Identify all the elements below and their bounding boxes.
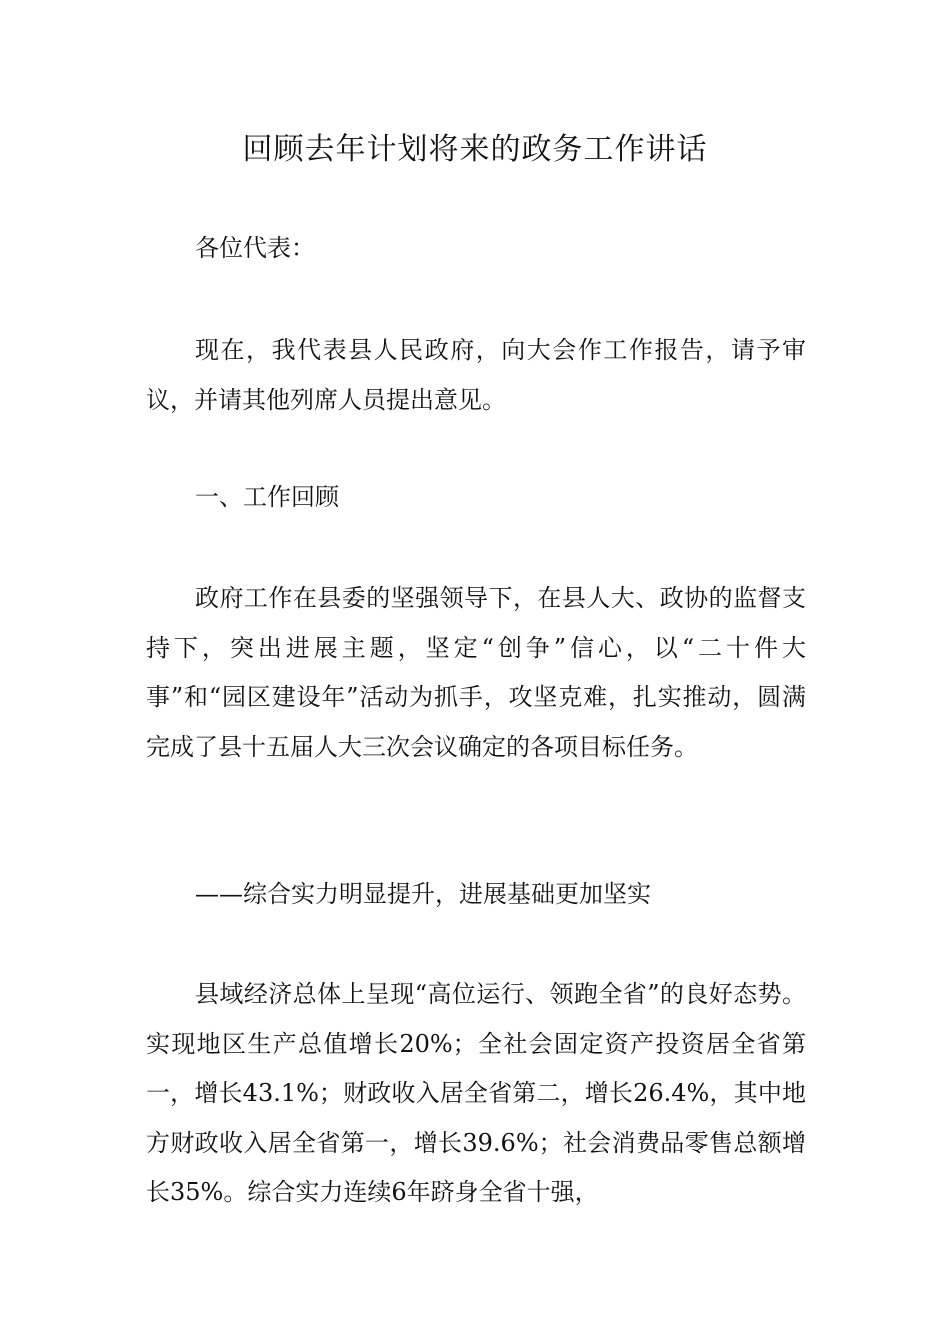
economy-paragraph: 县域经济总体上呈现“高位运行、领跑全省”的良好态势。实现地区生产总值增长20%；全社会固定资产投资居全省第一，增长43.1%；财政收入居全省第二，增长26.4%，其中地方财政收入居全省第一，增长39.6%；社会消费品零售总额增长35%。综合实力连续6年跻身全省十强，	[146, 980, 806, 1206]
section-heading-work-review: 一、工作回顾	[195, 483, 339, 511]
subheading-strength-improved: ——综合实力明显提升，进展基础更加坚实	[195, 880, 651, 908]
work-review-paragraph: 政府工作在县委的坚强领导下，在县人大、政协的监督支持下，突出进展主题，坚定“创争”信心，以“二十件大事”和“园区建设年”活动为抓手，攻坚克难，扎实推动，圆满完成了县十五届人大三次会议确定的各项目标任务。	[146, 584, 806, 761]
intro-paragraph: 现在，我代表县人民政府，向大会作工作报告，请予审议，并请其他列席人员提出意见。	[146, 336, 806, 414]
document-title: 回顾去年计划将来的政务工作讲话	[242, 132, 708, 167]
salutation-paragraph: 各位代表：	[195, 234, 315, 262]
